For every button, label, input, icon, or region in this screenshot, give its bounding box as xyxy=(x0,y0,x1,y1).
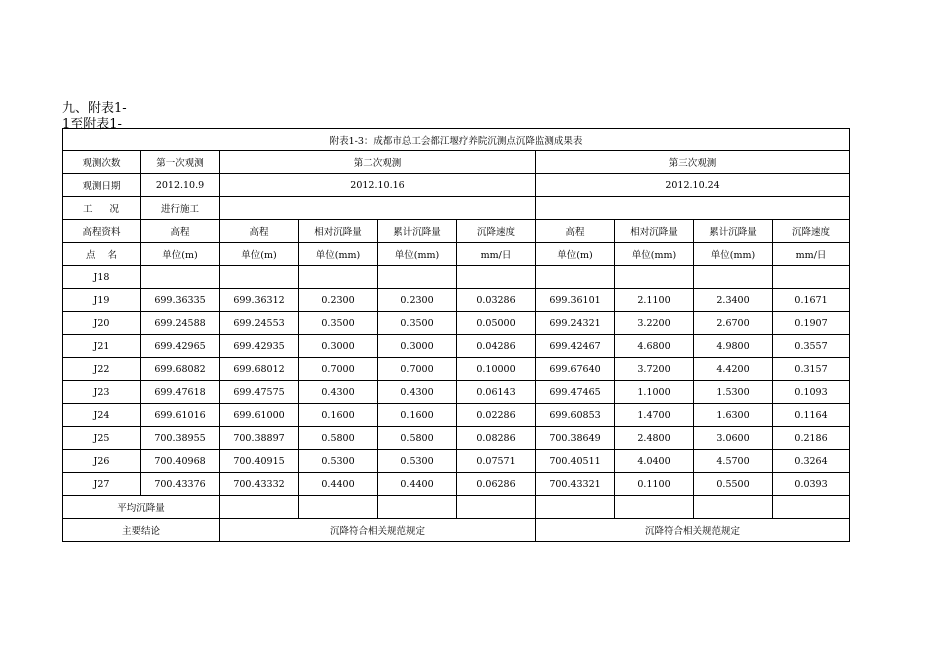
value-cell: 0.08286 xyxy=(457,427,536,450)
average-settlement-row xyxy=(63,496,850,519)
value-cell: 700.38897 xyxy=(220,427,299,450)
unit-cell: 单位(mm) xyxy=(615,243,694,266)
value-cell: 699.68082 xyxy=(141,358,220,381)
column-header-row xyxy=(63,220,850,243)
value-cell: 0.06143 xyxy=(457,381,536,404)
value-cell: 0.3000 xyxy=(299,335,378,358)
second-observation-date: 2012.10.16 xyxy=(220,174,536,197)
value-cell: 3.2200 xyxy=(615,312,694,335)
column-header: 累计沉降量 xyxy=(378,220,457,243)
value-cell: 0.3264 xyxy=(773,450,850,473)
column-header: 沉降速度 xyxy=(773,220,850,243)
value-cell: 699.60853 xyxy=(536,404,615,427)
value-cell: 699.42965 xyxy=(141,335,220,358)
value-cell: 0.1164 xyxy=(773,404,850,427)
value-cell: 699.61016 xyxy=(141,404,220,427)
first-observation-date: 2012.10.9 xyxy=(141,174,220,197)
value-cell: 0.5500 xyxy=(694,473,773,496)
value-cell: 0.04286 xyxy=(457,335,536,358)
value-cell: 1.6300 xyxy=(694,404,773,427)
unit-cell: mm/日 xyxy=(457,243,536,266)
value-cell: 1.1000 xyxy=(615,381,694,404)
average-value-cell xyxy=(615,496,694,519)
value-cell: 699.24588 xyxy=(141,312,220,335)
value-cell: 0.10000 xyxy=(457,358,536,381)
average-value-cell xyxy=(773,496,850,519)
value-cell: 0.1671 xyxy=(773,289,850,312)
value-cell: 700.43376 xyxy=(141,473,220,496)
value-cell: 0.1600 xyxy=(299,404,378,427)
table-row xyxy=(63,312,850,335)
third-observation-header: 第三次观测 xyxy=(536,151,850,174)
first-observation-header: 第一次观测 xyxy=(141,151,220,174)
value-cell: 700.40511 xyxy=(536,450,615,473)
table-row xyxy=(63,450,850,473)
point-name-cell: J25 xyxy=(63,427,141,450)
conclusion-label: 主要结论 xyxy=(63,519,220,542)
value-cell: 0.1093 xyxy=(773,381,850,404)
unit-cell: mm/日 xyxy=(773,243,850,266)
value-cell: 700.38955 xyxy=(141,427,220,450)
value-cell: 0.07571 xyxy=(457,450,536,473)
value-cell: 0.1100 xyxy=(615,473,694,496)
value-cell: 700.38649 xyxy=(536,427,615,450)
value-cell: 0.05000 xyxy=(457,312,536,335)
value-cell: 0.7000 xyxy=(299,358,378,381)
value-cell: 0.4300 xyxy=(378,381,457,404)
column-header: 高程 xyxy=(141,220,220,243)
value-cell: 0.1907 xyxy=(773,312,850,335)
value-cell: 699.36101 xyxy=(536,289,615,312)
value-cell: 0.5800 xyxy=(378,427,457,450)
value-cell: 0.0393 xyxy=(773,473,850,496)
column-header: 累计沉降量 xyxy=(694,220,773,243)
value-cell: 2.1100 xyxy=(615,289,694,312)
value-cell: 699.67640 xyxy=(536,358,615,381)
observation-date-label: 观测日期 xyxy=(63,174,141,197)
point-name-cell: J26 xyxy=(63,450,141,473)
table-row xyxy=(63,427,850,450)
value-cell: 699.42935 xyxy=(220,335,299,358)
third-observation-date: 2012.10.24 xyxy=(536,174,850,197)
value-cell: 1.4700 xyxy=(615,404,694,427)
value-cell xyxy=(536,266,615,289)
value-cell: 700.43321 xyxy=(536,473,615,496)
average-value-cell xyxy=(457,496,536,519)
value-cell: 699.47465 xyxy=(536,381,615,404)
value-cell: 4.6800 xyxy=(615,335,694,358)
table-row xyxy=(63,289,850,312)
value-cell: 0.3557 xyxy=(773,335,850,358)
average-value-cell xyxy=(536,496,615,519)
value-cell: 3.7200 xyxy=(615,358,694,381)
value-cell: 700.43332 xyxy=(220,473,299,496)
average-value-cell xyxy=(694,496,773,519)
value-cell: 0.3000 xyxy=(378,335,457,358)
condition-row xyxy=(63,197,850,220)
value-cell xyxy=(220,266,299,289)
value-cell xyxy=(299,266,378,289)
value-cell: 1.5300 xyxy=(694,381,773,404)
value-cell: 0.5300 xyxy=(299,450,378,473)
value-cell: 4.0400 xyxy=(615,450,694,473)
average-settlement-label: 平均沉降量 xyxy=(63,496,220,519)
point-name-cell: J22 xyxy=(63,358,141,381)
point-name-label: 点 名 xyxy=(63,243,141,266)
table-row xyxy=(63,473,850,496)
second-observation-conclusion: 沉降符合相关规范规定 xyxy=(220,519,536,542)
table-row xyxy=(63,381,850,404)
table-row xyxy=(63,358,850,381)
value-cell: 0.5300 xyxy=(378,450,457,473)
value-cell: 0.7000 xyxy=(378,358,457,381)
conclusion-row xyxy=(63,519,850,542)
unit-cell: 单位(m) xyxy=(141,243,220,266)
unit-cell: 单位(mm) xyxy=(378,243,457,266)
average-value-cell xyxy=(299,496,378,519)
unit-cell: 单位(m) xyxy=(536,243,615,266)
column-header: 相对沉降量 xyxy=(615,220,694,243)
value-cell: 699.24553 xyxy=(220,312,299,335)
value-cell: 0.03286 xyxy=(457,289,536,312)
value-cell: 0.3500 xyxy=(378,312,457,335)
value-cell: 699.42467 xyxy=(536,335,615,358)
point-name-cell: J27 xyxy=(63,473,141,496)
value-cell xyxy=(694,266,773,289)
point-name-cell: J20 xyxy=(63,312,141,335)
column-header: 相对沉降量 xyxy=(299,220,378,243)
value-cell: 699.47618 xyxy=(141,381,220,404)
value-cell: 699.68012 xyxy=(220,358,299,381)
first-condition: 进行施工 xyxy=(141,197,220,220)
settlement-results-table xyxy=(62,128,850,542)
column-header: 沉降速度 xyxy=(457,220,536,243)
value-cell: 4.9800 xyxy=(694,335,773,358)
value-cell xyxy=(773,266,850,289)
value-cell: 0.1600 xyxy=(378,404,457,427)
value-cell: 2.3400 xyxy=(694,289,773,312)
value-cell: 0.02286 xyxy=(457,404,536,427)
value-cell: 0.2186 xyxy=(773,427,850,450)
third-observation-conclusion: 沉降符合相关规范规定 xyxy=(536,519,850,542)
unit-cell: 单位(mm) xyxy=(299,243,378,266)
unit-cell: 单位(m) xyxy=(220,243,299,266)
section-heading-line2: 1至附表1- xyxy=(62,117,122,132)
value-cell: 0.4400 xyxy=(378,473,457,496)
unit-row xyxy=(63,243,850,266)
value-cell xyxy=(615,266,694,289)
table-row xyxy=(63,335,850,358)
value-cell: 3.0600 xyxy=(694,427,773,450)
value-cell: 0.3500 xyxy=(299,312,378,335)
point-name-cell: J19 xyxy=(63,289,141,312)
observation-count-row xyxy=(63,151,850,174)
column-header: 高程 xyxy=(220,220,299,243)
value-cell: 0.2300 xyxy=(299,289,378,312)
table-row xyxy=(63,404,850,427)
value-cell: 0.2300 xyxy=(378,289,457,312)
second-observation-header: 第二次观测 xyxy=(220,151,536,174)
value-cell xyxy=(378,266,457,289)
point-name-cell: J18 xyxy=(63,266,141,289)
column-header: 高程资料 xyxy=(63,220,141,243)
value-cell: 699.36312 xyxy=(220,289,299,312)
value-cell xyxy=(457,266,536,289)
average-value-cell xyxy=(378,496,457,519)
condition-label: 工 况 xyxy=(63,197,141,220)
value-cell: 0.4300 xyxy=(299,381,378,404)
value-cell: 4.5700 xyxy=(694,450,773,473)
unit-cell: 单位(mm) xyxy=(694,243,773,266)
section-heading-line1: 九、附表1- xyxy=(62,101,127,116)
value-cell: 0.3157 xyxy=(773,358,850,381)
value-cell xyxy=(141,266,220,289)
observation-date-row xyxy=(63,174,850,197)
value-cell: 2.4800 xyxy=(615,427,694,450)
value-cell: 699.61000 xyxy=(220,404,299,427)
value-cell: 2.6700 xyxy=(694,312,773,335)
value-cell: 700.40968 xyxy=(141,450,220,473)
point-name-cell: J24 xyxy=(63,404,141,427)
third-condition xyxy=(536,197,850,220)
table-row xyxy=(63,266,850,289)
value-cell: 0.4400 xyxy=(299,473,378,496)
value-cell: 0.06286 xyxy=(457,473,536,496)
table-title: 附表1-3：成都市总工会都江堰疗养院沉测点沉降监测成果表 xyxy=(63,129,850,151)
value-cell: 699.47575 xyxy=(220,381,299,404)
point-name-cell: J23 xyxy=(63,381,141,404)
point-name-cell: J21 xyxy=(63,335,141,358)
value-cell: 699.36335 xyxy=(141,289,220,312)
value-cell: 0.5800 xyxy=(299,427,378,450)
table-title-row xyxy=(63,129,850,151)
value-cell: 700.40915 xyxy=(220,450,299,473)
second-condition xyxy=(220,197,536,220)
column-header: 高程 xyxy=(536,220,615,243)
value-cell: 699.24321 xyxy=(536,312,615,335)
value-cell: 4.4200 xyxy=(694,358,773,381)
average-value-cell xyxy=(220,496,299,519)
observation-count-label: 观测次数 xyxy=(63,151,141,174)
